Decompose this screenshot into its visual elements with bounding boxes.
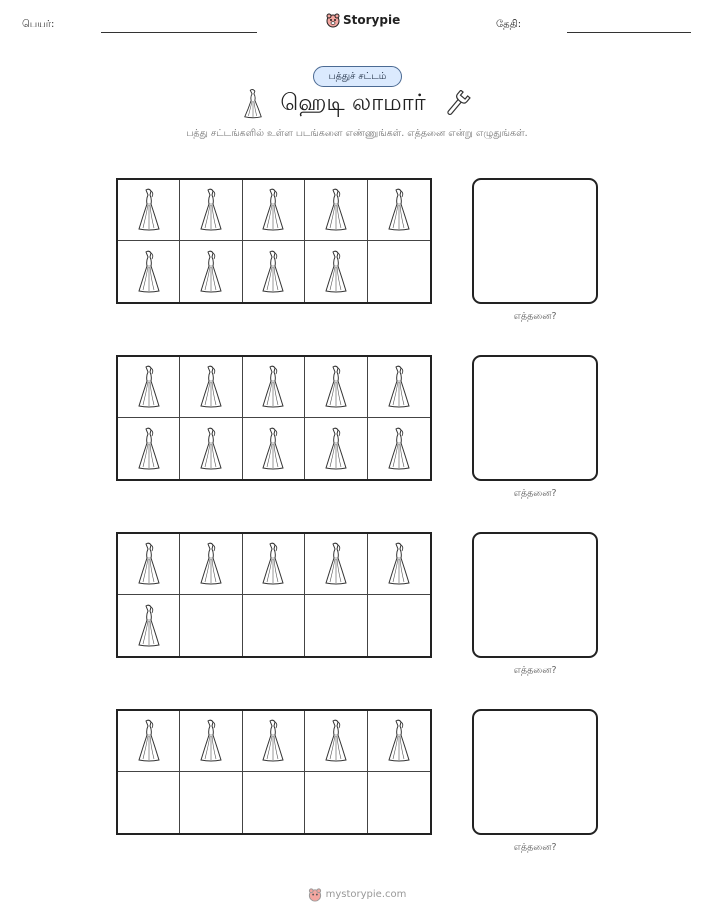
ten-frame-cell (118, 772, 180, 833)
dress-icon (324, 188, 348, 232)
ten-frame-cell (305, 534, 367, 595)
dress-icon (137, 542, 161, 586)
ten-frame-cell (243, 534, 305, 595)
date-label: தேதி: (496, 19, 522, 30)
ten-frame-cell (118, 357, 180, 418)
ten-frame-cell (118, 595, 180, 656)
ten-frame-cell (243, 595, 305, 656)
ten-frame-cell (243, 418, 305, 479)
ten-frame-cell (243, 711, 305, 772)
dress-icon (199, 365, 223, 409)
dress-icon (387, 427, 411, 471)
ten-frame-cell (305, 418, 367, 479)
how-many-label: எத்தனை? (513, 311, 557, 322)
footer-url: mystorypie.com (325, 889, 407, 900)
ten-frame-cell (305, 357, 367, 418)
ten-frame-cell (180, 534, 242, 595)
ten-frame-cell (368, 180, 430, 241)
dress-icon (387, 719, 411, 763)
ten-frame-cell (118, 418, 180, 479)
dress-icon (137, 604, 161, 648)
ten-frame-cell (368, 418, 430, 479)
dress-icon (324, 542, 348, 586)
ten-frame-cell (368, 711, 430, 772)
ten-frame-cell (180, 772, 242, 833)
ten-frame-cell (243, 180, 305, 241)
dress-icon (137, 250, 161, 294)
dress-icon (387, 365, 411, 409)
instructions: பத்து சட்டங்களில் உள்ள படங்களை எண்ணுங்கள். எத்தனை என்று எழுதுங்கள். (186, 128, 528, 139)
dress-icon (137, 719, 161, 763)
brand-name: Storypie (343, 13, 401, 27)
ten-frame (116, 532, 432, 658)
dress-icon (261, 542, 285, 586)
ten-frame-cell (243, 772, 305, 833)
ten-frame-cell (305, 180, 367, 241)
wrench-icon (442, 90, 472, 118)
answer-box[interactable] (472, 709, 598, 835)
ten-frame-cell (368, 241, 430, 302)
date-line (567, 32, 691, 33)
ten-frame-cell (180, 357, 242, 418)
ten-frame-cell (368, 357, 430, 418)
topic-badge: பத்துச் சட்டம் (313, 66, 402, 87)
name-line (101, 32, 257, 33)
ten-frame-cell (180, 180, 242, 241)
ten-frame-cell (180, 711, 242, 772)
page-title: ஹெடி லாமார் (280, 89, 426, 116)
dress-icon (387, 542, 411, 586)
ten-frame-cell (368, 772, 430, 833)
ten-frame-cell (305, 241, 367, 302)
ten-frame-cell (368, 534, 430, 595)
dress-icon (137, 365, 161, 409)
dress-icon (261, 188, 285, 232)
dress-icon (242, 88, 264, 120)
ten-frame (116, 709, 432, 835)
ten-frame-cell (368, 595, 430, 656)
dress-icon (261, 719, 285, 763)
dress-icon (261, 365, 285, 409)
dress-icon (199, 250, 223, 294)
dress-icon (324, 365, 348, 409)
ten-frame-cell (118, 180, 180, 241)
title-row (0, 88, 714, 120)
storypie-mascot-icon (308, 887, 322, 902)
dress-icon (324, 427, 348, 471)
dress-icon (324, 719, 348, 763)
ten-frame-cell (118, 711, 180, 772)
dress-icon (324, 250, 348, 294)
dress-icon (137, 188, 161, 232)
dress-icon (261, 250, 285, 294)
answer-box[interactable] (472, 178, 598, 304)
ten-frame-cell (305, 772, 367, 833)
dress-icon (199, 188, 223, 232)
footer (0, 887, 714, 902)
ten-frame-cell (180, 418, 242, 479)
ten-frame-cell (118, 534, 180, 595)
answer-box[interactable] (472, 532, 598, 658)
how-many-label: எத்தனை? (513, 842, 557, 853)
storypie-mascot-icon (326, 12, 340, 28)
dress-icon (261, 427, 285, 471)
dress-icon (199, 719, 223, 763)
dress-icon (137, 427, 161, 471)
how-many-label: எத்தனை? (513, 488, 557, 499)
ten-frame-cell (305, 711, 367, 772)
ten-frame-cell (180, 595, 242, 656)
ten-frame (116, 355, 432, 481)
brand-logo (326, 12, 400, 28)
dress-icon (387, 188, 411, 232)
how-many-label: எத்தனை? (513, 665, 557, 676)
ten-frame-cell (243, 357, 305, 418)
dress-icon (199, 542, 223, 586)
answer-box[interactable] (472, 355, 598, 481)
dress-icon (199, 427, 223, 471)
ten-frame-cell (305, 595, 367, 656)
ten-frame-cell (118, 241, 180, 302)
ten-frame-cell (243, 241, 305, 302)
ten-frame (116, 178, 432, 304)
name-label: பெயர்: (22, 19, 55, 30)
ten-frame-cell (180, 241, 242, 302)
